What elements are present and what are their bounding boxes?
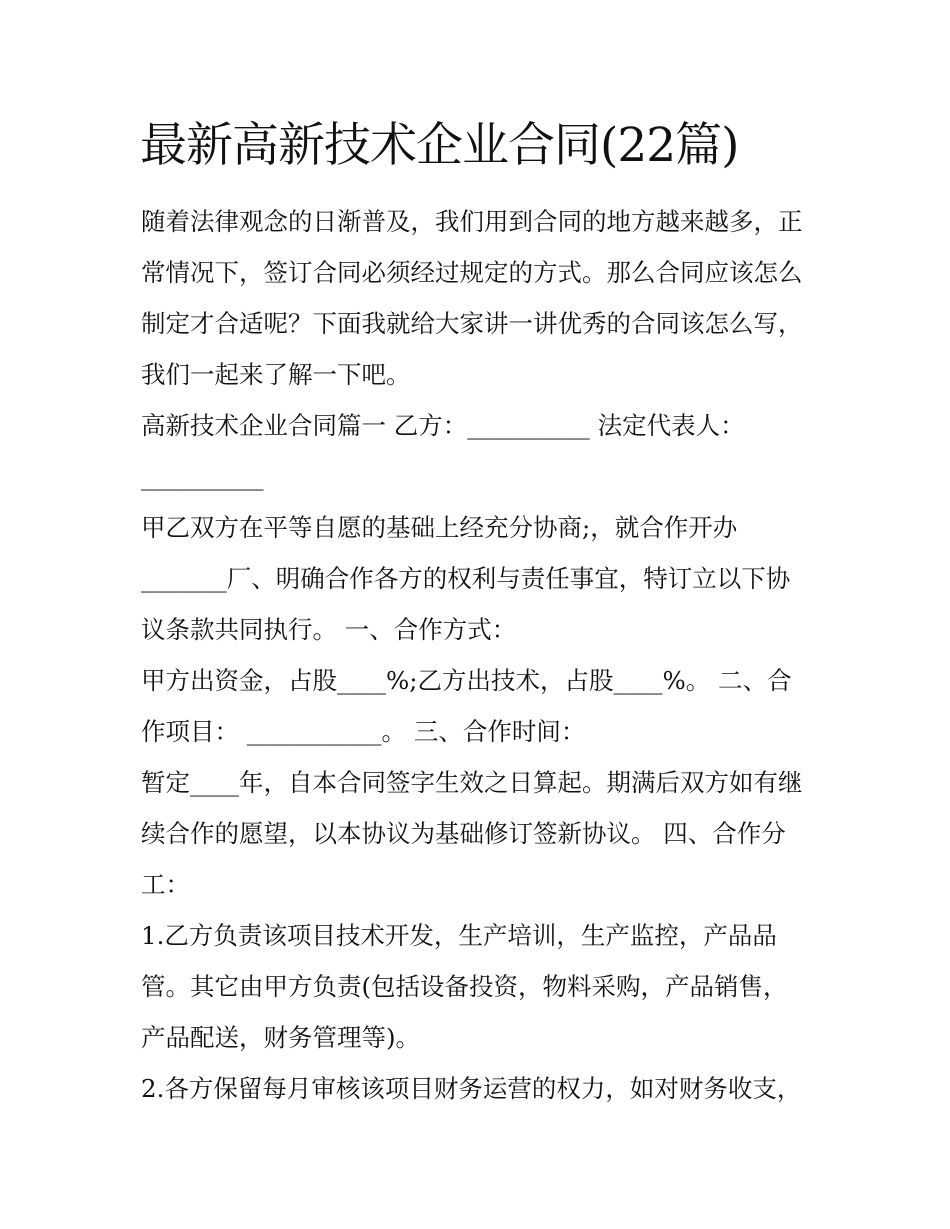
text-line: 暂定____年，自本合同签字生效之日算起。期满后双方如有继 [141,768,803,797]
text-line: 工： [141,870,190,899]
text-line: 高新技术企业合同篇一 乙方：__________ 法定代表人： [141,411,745,440]
text-line: 产品配送，财务管理等)。 [141,1023,421,1052]
text-line: 甲乙双方在平等自愿的基础上经充分协商;，就合作开办 [141,513,738,542]
text-line: 制定才合适呢？下面我就给大家讲一讲优秀的合同该怎么写， [141,309,803,338]
text-line: 续合作的愿望，以本协议为基础修订签新协议。 四、合作分 [141,819,786,848]
text-line: __________ [141,462,264,491]
text-line: 2.各方保留每月审核该项目财务运营的权力，如对财务收支， [141,1074,802,1103]
text-line: 我们一起来了解一下吧。 [141,360,411,389]
document-title: 最新高新技术企业合同(22篇) [140,118,739,173]
text-line: 作项目： ___________。 三、合作时间： [141,717,586,746]
text-line: 甲方出资金，占股____%;乙方出技术，占股____%。 二、合 [141,666,792,695]
text-line: 1.乙方负责该项目技术开发，生产培训，生产监控，产品品 [141,921,777,950]
document-body [141,196,813,1114]
text-line: 议条款共同执行。 一、合作方式： [141,615,517,644]
text-line: 随着法律观念的日渐普及，我们用到合同的地方越来越多，正 [141,207,803,236]
text-line: 管。其它由甲方负责(包括设备投资，物料采购，产品销售， [141,972,788,1001]
text-line: _______厂、明确合作各方的权利与责任事宜，特订立以下协 [141,564,791,593]
text-line: 常情况下，签订合同必须经过规定的方式。那么合同应该怎么 [141,258,803,287]
